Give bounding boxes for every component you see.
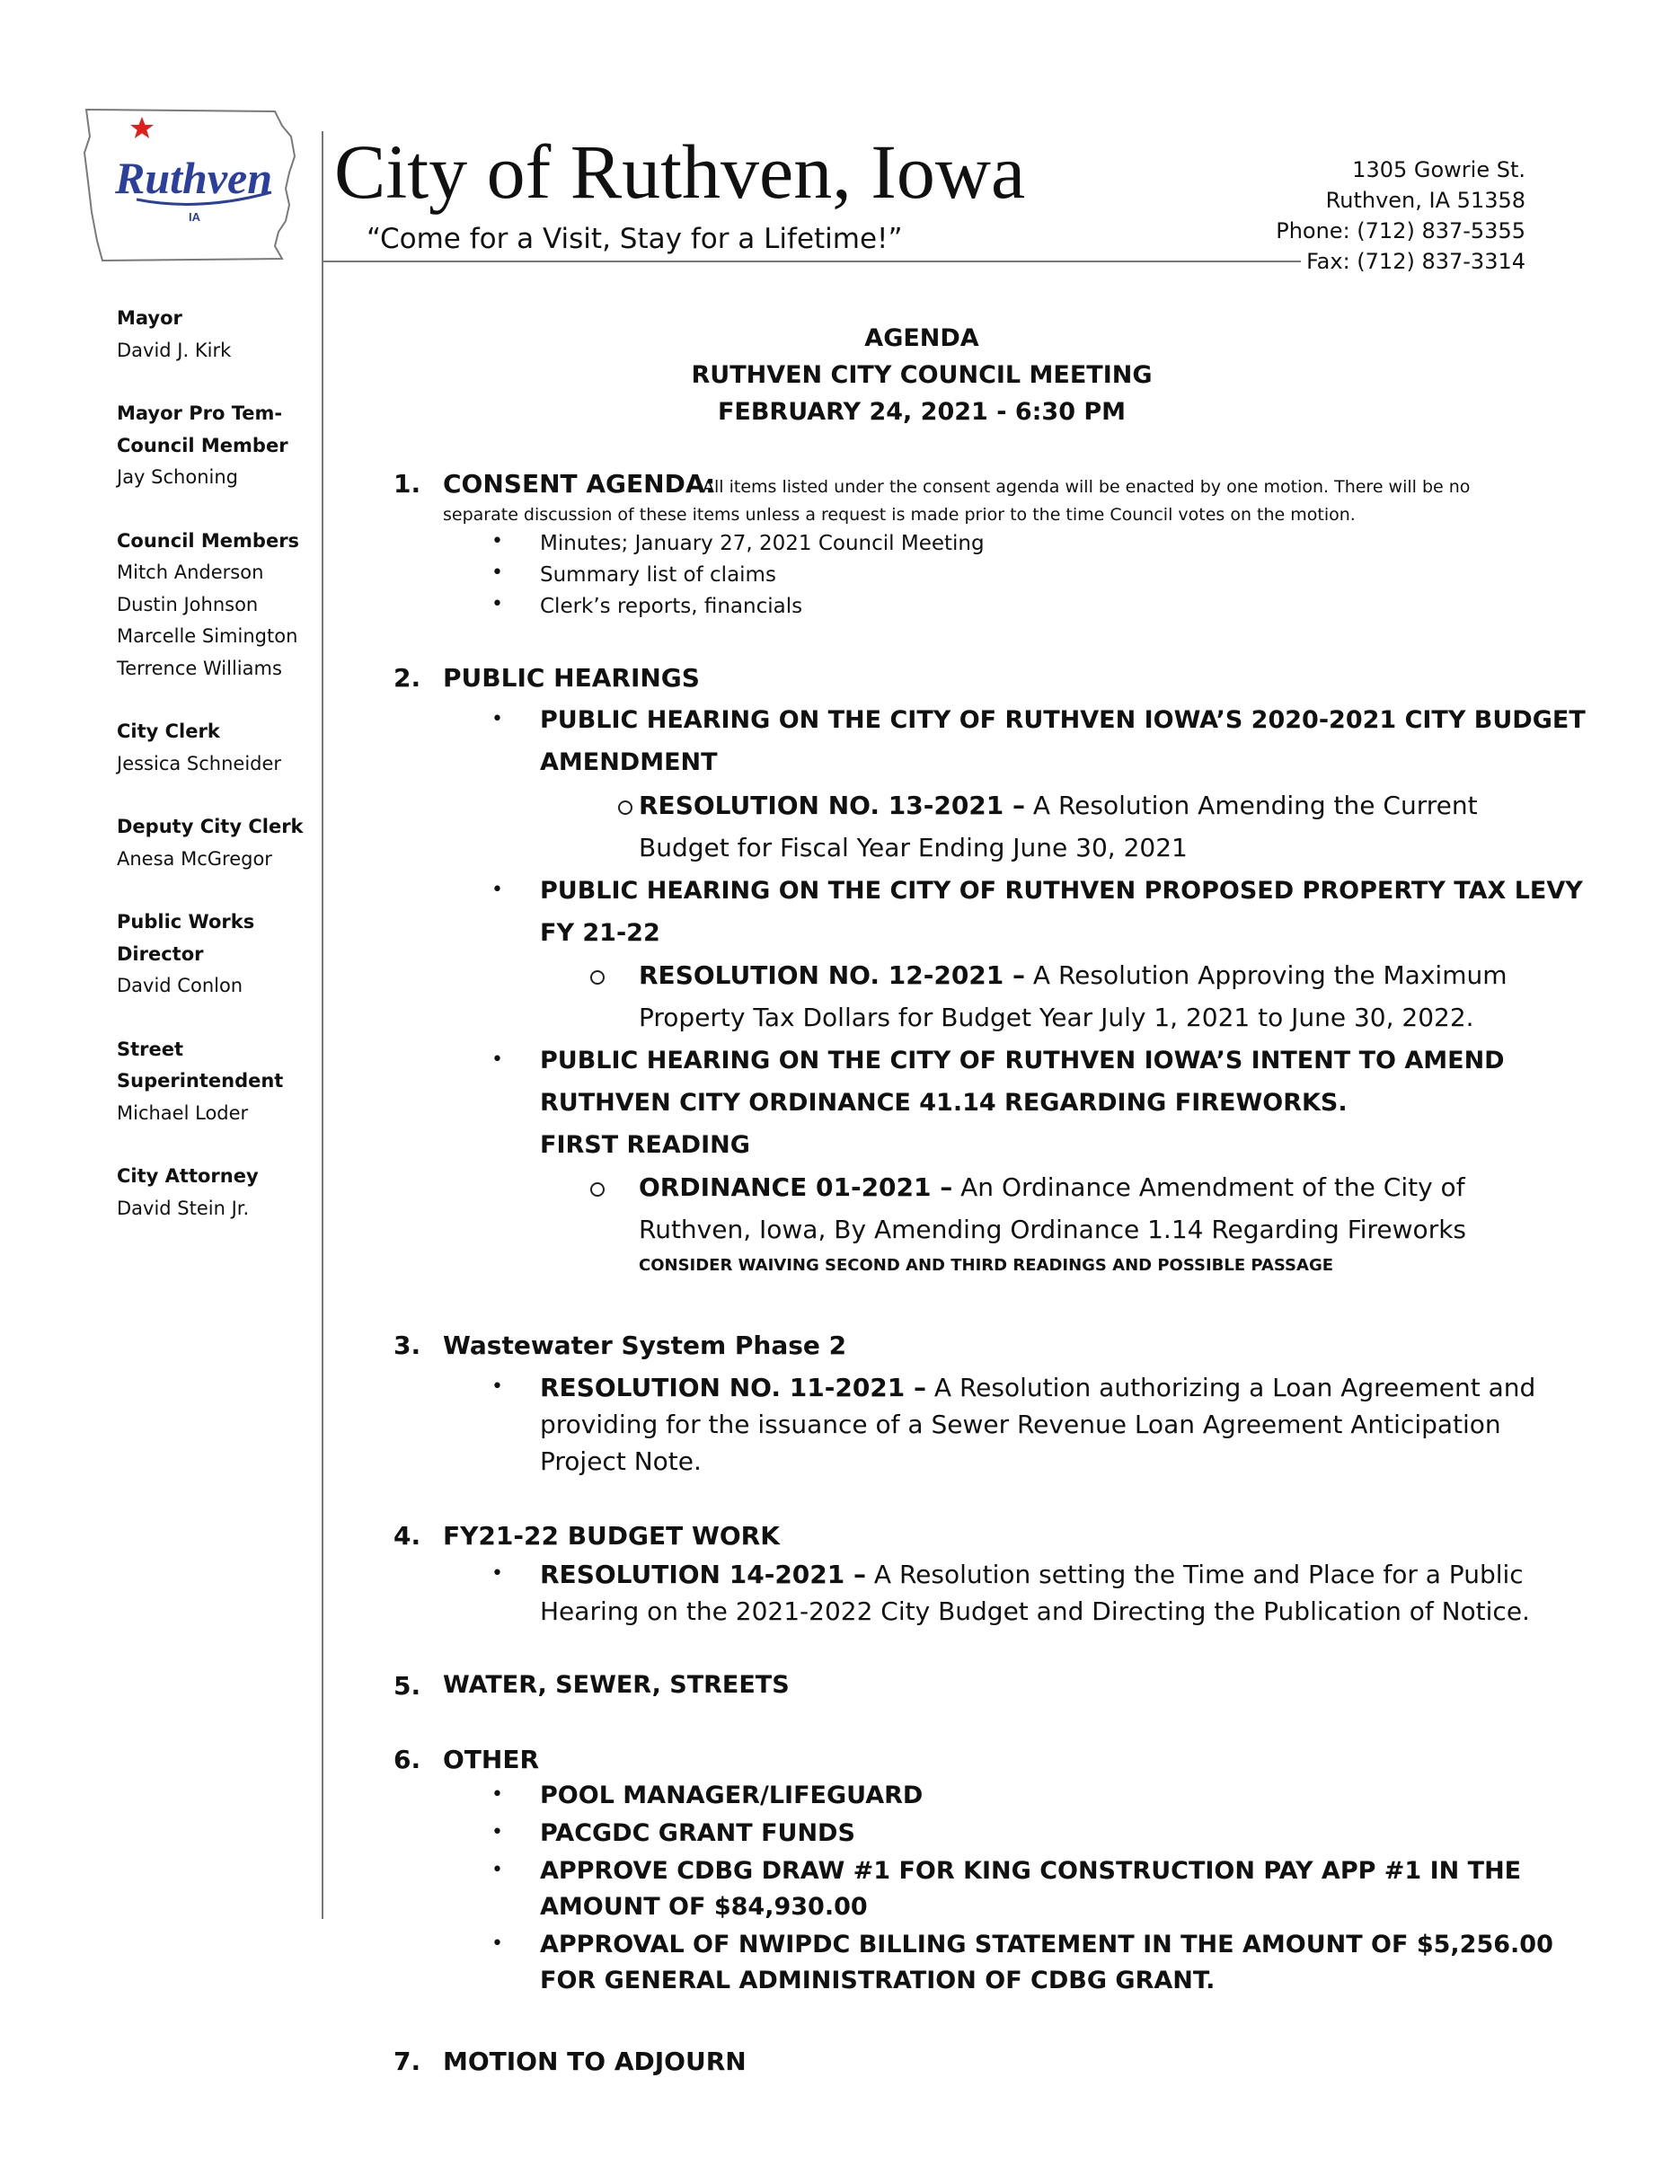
resolution-item: [540, 1373, 1535, 1402]
list-item: PACGDC GRANT FUNDS: [540, 1819, 855, 1847]
list-item: APPROVE CDBG DRAW #1 FOR KING CONSTRUCTION PAY APP #1 IN THE: [540, 1857, 1522, 1885]
official-city-clerk: [117, 716, 310, 780]
ordinance-number: ORDINANCE 01-2021 –: [639, 1172, 953, 1202]
bullet-icon: •: [491, 530, 503, 553]
city-name: City of Ruthven, Iowa: [334, 128, 1026, 215]
ordinance-item: [639, 1172, 1465, 1202]
bullet-icon: •: [491, 708, 503, 730]
resolution-text: A Resolution Approving the Maximum: [1025, 960, 1508, 990]
official-title: Mayor Pro Tem-: [117, 402, 283, 424]
meeting-date: FEBRUARY 24, 2021 - 6:30 PM: [717, 398, 1127, 426]
section-title: PUBLIC HEARINGS: [443, 663, 700, 693]
resolution-text: A Resolution setting the Time and Place for a Public: [866, 1560, 1524, 1589]
tagline: “Come for a Visit, Stay for a Lifetime!”: [367, 223, 903, 255]
official-city-attorney: [117, 1161, 310, 1225]
official-title: Mayor: [117, 307, 182, 329]
red-star-icon: [130, 117, 154, 138]
section-number: 3.: [393, 1331, 421, 1360]
resolution-number: RESOLUTION NO. 12-2021 –: [639, 960, 1026, 990]
address-phone: Phone: (712) 837-5355: [1276, 218, 1525, 243]
ordinance-note: CONSIDER WAIVING SECOND AND THIRD READINGS AND POSSIBLE PASSAGE: [639, 1256, 1334, 1275]
section-number: 2.: [393, 663, 421, 693]
section-number: 6.: [393, 1745, 421, 1774]
official-name: Anesa McGregor: [117, 847, 272, 870]
list-item: Clerk’s reports, financials: [540, 595, 803, 618]
official-name: David J. Kirk: [117, 339, 232, 361]
section-title: CONSENT AGENDA:: [443, 469, 716, 499]
iowa-outline-logo: [83, 106, 298, 264]
official-title: Deputy City Clerk: [117, 816, 304, 837]
official-title: City Clerk: [117, 721, 220, 742]
official-name: Dustin Johnson: [117, 593, 259, 615]
circle-bullet-icon: [590, 1182, 605, 1197]
official-title: City Attorney: [117, 1165, 259, 1187]
city-address: [1276, 155, 1525, 277]
resolution-text: Hearing on the 2021-2022 City Budget and Directing the Publication of Notice.: [540, 1596, 1530, 1626]
list-item: AMOUNT OF $84,930.00: [540, 1893, 868, 1921]
section-number: 5.: [393, 1671, 421, 1701]
address-fax: Fax: (712) 837-3314: [1306, 249, 1525, 274]
hearing-title: PUBLIC HEARING ON THE CITY OF RUTHVEN IOWA’S 2020-2021 CITY BUDGET: [540, 706, 1586, 734]
logo-wordmark: Ruthven: [115, 153, 273, 203]
resolution-text: Budget for Fiscal Year Ending June 30, 2021: [639, 833, 1188, 862]
resolution-text: providing for the issuance of a Sewer Revenue Loan Agreement Anticipation: [540, 1410, 1501, 1439]
section-number: 7.: [393, 2047, 421, 2076]
resolution-item: [639, 960, 1508, 990]
section-title: WATER, SEWER, STREETS: [443, 1671, 790, 1699]
list-item: APPROVAL OF NWIPDC BILLING STATEMENT IN THE AMOUNT OF $5,256.00: [540, 1931, 1553, 1959]
resolution-number: RESOLUTION 14-2021 –: [540, 1560, 867, 1589]
list-item: FOR GENERAL ADMINISTRATION OF CDBG GRANT.: [540, 1967, 1216, 1994]
official-name: Jessica Schneider: [117, 752, 282, 774]
official-title: Superintendent: [117, 1070, 284, 1092]
logo-state: IA: [189, 210, 200, 224]
bullet-icon: •: [491, 1821, 503, 1844]
official-public-works: [117, 906, 310, 1003]
hearing-title: AMENDMENT: [540, 748, 718, 776]
section-description: All items listed under the consent agenda will be enacted by one motion. There will be no: [703, 477, 1471, 497]
bullet-icon: •: [491, 561, 503, 584]
official-title: Director: [117, 942, 204, 965]
meeting-name: RUTHVEN CITY COUNCIL MEETING: [691, 361, 1153, 389]
official-name: David Conlon: [117, 975, 243, 996]
bullet-icon: •: [491, 1562, 503, 1585]
official-name: Terrence Williams: [117, 657, 282, 679]
official-name: Michael Loder: [117, 1101, 249, 1124]
official-title: Council Members: [117, 529, 300, 552]
list-item: Minutes; January 27, 2021 Council Meeting: [540, 532, 985, 555]
bullet-icon: •: [491, 1932, 503, 1955]
bullet-icon: •: [491, 879, 503, 901]
official-name: Jay Schoning: [117, 466, 238, 488]
list-item: POOL MANAGER/LIFEGUARD: [540, 1782, 924, 1809]
section-number: 1.: [393, 469, 421, 499]
section-number: 4.: [393, 1521, 421, 1551]
section-title: MOTION TO ADJOURN: [443, 2047, 747, 2076]
official-mayor: [117, 303, 310, 367]
bullet-icon: •: [491, 593, 503, 615]
hearing-title: RUTHVEN CITY ORDINANCE 41.14 REGARDING FIREWORKS.: [540, 1089, 1348, 1117]
ordinance-text: An Ordinance Amendment of the City of: [952, 1172, 1465, 1202]
resolution-text: Project Note.: [540, 1446, 702, 1476]
address-city: Ruthven, IA 51358: [1325, 188, 1525, 213]
official-council-members: [117, 526, 310, 685]
official-deputy-clerk: [117, 811, 310, 875]
bullet-icon: •: [491, 1048, 503, 1071]
header-rule: [323, 261, 1301, 262]
circle-bullet-icon: [590, 970, 605, 985]
section-title: OTHER: [443, 1745, 540, 1774]
bullet-icon: •: [491, 1859, 503, 1881]
official-mayor-pro-tem: [117, 398, 310, 494]
official-title: Council Member: [117, 434, 288, 456]
official-street-superintendent: [117, 1034, 310, 1130]
official-name: David Stein Jr.: [117, 1197, 250, 1219]
agenda-header: [607, 320, 1236, 430]
resolution-item: [540, 1560, 1524, 1589]
resolution-text: Property Tax Dollars for Budget Year July 1, 2021 to June 30, 2022.: [639, 1003, 1474, 1032]
section-title: FY21-22 BUDGET WORK: [443, 1521, 780, 1551]
hearing-title: FIRST READING: [540, 1131, 750, 1159]
ordinance-text: Ruthven, Iowa, By Amending Ordinance 1.14 Regarding Fireworks: [639, 1215, 1467, 1244]
section-description: separate discussion of these items unless a request is made prior to the time Council votes on the motion.: [443, 505, 1356, 525]
resolution-item: [639, 791, 1478, 820]
list-item: Summary list of claims: [540, 563, 776, 587]
official-name: Mitch Anderson: [117, 561, 264, 583]
vertical-rule: [322, 131, 323, 1919]
official-title: Street: [117, 1038, 184, 1060]
hearing-title: PUBLIC HEARING ON THE CITY OF RUTHVEN PROPOSED PROPERTY TAX LEVY: [540, 877, 1583, 905]
resolution-text: A Resolution Amending the Current: [1025, 791, 1478, 820]
city-logo: [83, 106, 298, 264]
official-name: Marcelle Simington: [117, 625, 298, 647]
hearing-title: FY 21-22: [540, 919, 660, 947]
bullet-icon: •: [491, 1783, 503, 1806]
official-title: Public Works: [117, 911, 255, 933]
officials-sidebar: [117, 303, 310, 1256]
resolution-number: RESOLUTION NO. 13-2021 –: [639, 791, 1026, 820]
hearing-title: PUBLIC HEARING ON THE CITY OF RUTHVEN IOWA’S INTENT TO AMEND: [540, 1047, 1505, 1074]
circle-bullet-icon: [618, 800, 632, 815]
section-title: Wastewater System Phase 2: [443, 1331, 847, 1360]
resolution-text: A Resolution authorizing a Loan Agreement and: [926, 1373, 1536, 1402]
agenda-title: AGENDA: [864, 324, 979, 352]
bullet-icon: •: [491, 1375, 503, 1398]
resolution-number: RESOLUTION NO. 11-2021 –: [540, 1373, 927, 1402]
address-street: 1305 Gowrie St.: [1352, 157, 1525, 182]
